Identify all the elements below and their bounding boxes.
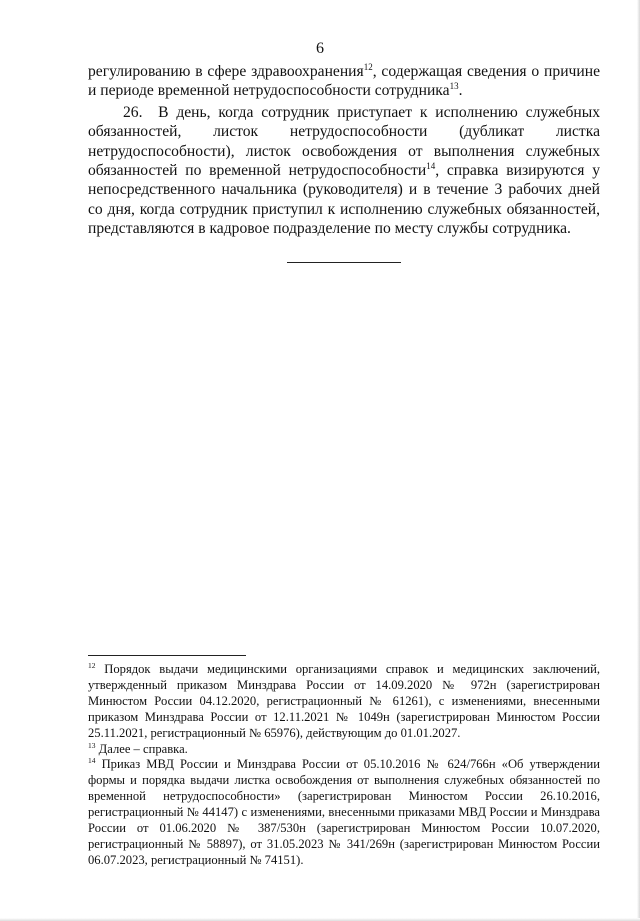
paragraph-text: . — [458, 82, 463, 100]
paragraph-26 — [88, 103, 600, 239]
footnote-13 — [88, 742, 600, 758]
paragraph-text: регулированию в сфере здравоохранения — [88, 63, 364, 80]
paragraph-continuation — [88, 62, 600, 101]
footnote-ref-14[interactable]: 14 — [426, 161, 436, 172]
footnote-14 — [88, 757, 600, 868]
footnote-mark: 14 — [88, 756, 96, 766]
footnote-12 — [88, 662, 600, 742]
paragraph-text: 26. В день, когда сотрудник приступает к исполнению служебных обязанностей, листок нетрудоспособности (дубликат листка нетрудоспособности), листок освобождения от выполнения служебных обязанностей по временной нетрудоспособности — [88, 103, 600, 180]
page-number: 6 — [316, 40, 324, 57]
footnote-text: Порядок выдачи медицинскими организациями справок и медицинских заключений, утвержденный приказом Минздрава России от 14.09.2020 № 972н (зарегистрирован Минюстом России 04.12.2020, регистрационный № 61261), с изменениями, внесенными приказом Минздрава России от 12.11.2021 № 1049н (зарегистрирован Минюстом России 25.11.2021, регистрационный № 65976), действующим до 01.01.2027. — [88, 662, 600, 740]
footnote-text: Приказ МВД России и Минздрава России от 05.10.2016 № 624/766н «Об утверждении формы и порядка выдачи листка освобождения от выполнения служебных обязанностей по временной нетрудоспособности» (зарегистрирован Минюстом России 26.10.2016, регистрационный № 44147) с изменениями, внесенными приказами МВД России и Минздрава России от 01.06.2020 № 387/530н (зарегистрирован Минюстом России 10.07.2020, регистрационный № 58897), от 31.05.2023 № 341/269н (зарегистрирован Минюстом России 06.07.2023, регистрационный № 74151). — [88, 757, 600, 867]
paragraph-text: , содержащая сведения о причине и периоде временной нетрудоспособности сотрудника — [88, 63, 600, 100]
footnote-ref-13[interactable]: 13 — [449, 81, 459, 92]
paragraph-text: , справка визируются у непосредственного начальника (руководителя) и в течение 3 рабочих дней со дня, когда сотрудник приступил к исполнению служебных обязанностей, представляются в кадровое подразделение по месту службы сотрудника. — [88, 162, 600, 238]
footnote-mark: 13 — [88, 740, 96, 750]
footnote-ref-12[interactable]: 12 — [363, 62, 373, 72]
footnotes — [88, 662, 600, 869]
footnote-separator — [88, 655, 246, 656]
end-of-text-rule — [287, 262, 401, 263]
footnote-mark: 12 — [88, 661, 96, 670]
main-text — [88, 62, 600, 239]
footnote-text: Далее – справка. — [95, 741, 188, 756]
